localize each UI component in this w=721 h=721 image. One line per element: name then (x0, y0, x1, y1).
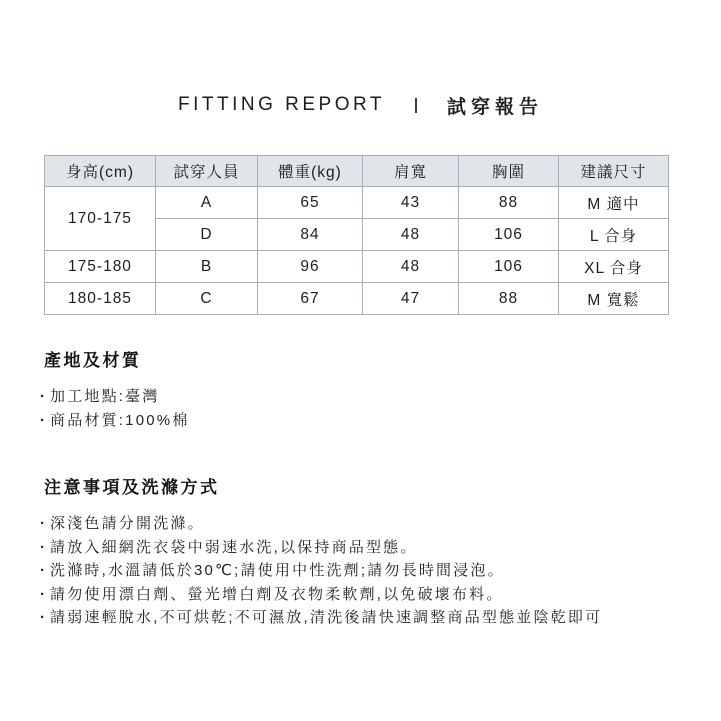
section-heading: 注意事項及洗滌方式 (44, 478, 220, 497)
list-item (40, 540, 602, 556)
cell-weight: 65 (258, 187, 363, 219)
cell-shoulder: 48 (363, 219, 459, 251)
cell-person: A (156, 187, 258, 219)
list-item (40, 389, 190, 405)
cell-size: M 適中 (559, 187, 669, 219)
list-item (40, 413, 190, 429)
cell-chest: 88 (459, 283, 559, 315)
cell-height: 170-175 (45, 187, 156, 251)
list-item-text: 請放入細網洗衣袋中弱速水洗,以保持商品型態。 (50, 538, 418, 556)
cell-weight: 96 (258, 251, 363, 283)
header-shoulder: 肩寬 (363, 156, 459, 187)
list-item-text: 商品材質:100%棉 (50, 411, 190, 429)
header-fitter: 試穿人員 (156, 156, 258, 187)
title-english: FITTING REPORT (178, 94, 385, 115)
cell-chest: 88 (459, 187, 559, 219)
fitting-table (44, 155, 669, 315)
list-item-text: 請弱速輕脫水,不可烘乾;不可濕放,清洗後請快速調整商品型態並陰乾即可 (50, 609, 603, 626)
header-chest: 胸圍 (459, 156, 559, 187)
cell-weight: 84 (258, 219, 363, 251)
cell-size: L 合身 (559, 219, 669, 251)
header-weight: 體重(kg) (258, 156, 363, 187)
cell-size: XL 合身 (559, 251, 669, 283)
cell-shoulder: 48 (363, 251, 459, 283)
page-title (0, 92, 721, 118)
bullet-icon: · (40, 411, 48, 429)
table-row (45, 187, 669, 219)
cell-chest: 106 (459, 251, 559, 283)
cell-height: 180-185 (45, 283, 156, 315)
cell-person: C (156, 283, 258, 315)
section-care-instructions (40, 477, 603, 634)
list-item (40, 563, 602, 579)
bullet-icon: · (40, 609, 48, 626)
header-height: 身高(cm) (45, 156, 156, 187)
header-size: 建議尺寸 (559, 156, 669, 187)
bullet-icon: · (40, 388, 48, 405)
cell-shoulder: 47 (363, 283, 459, 315)
title-separator (415, 98, 417, 113)
title-chinese: 試穿報告 (446, 96, 543, 118)
list-item-text: 深淺色請分開洗滌。 (50, 515, 205, 532)
bullet-icon: · (40, 538, 48, 556)
cell-person: B (156, 251, 258, 283)
list-item (40, 516, 602, 532)
table-header-row (45, 156, 669, 187)
list-item-text: 洗滌時,水溫請低於30℃;請使用中性洗劑;請勿長時間浸泡。 (50, 562, 505, 579)
list-item (40, 587, 602, 603)
list-item (40, 610, 602, 626)
cell-chest: 106 (459, 219, 559, 251)
cell-shoulder: 43 (363, 187, 459, 219)
bullet-icon: · (40, 562, 48, 579)
list-item-text: 請勿使用漂白劑、螢光增白劑及衣物柔軟劑,以免破壞布料。 (50, 585, 504, 603)
bullet-icon: · (40, 585, 48, 603)
section-heading: 產地及材質 (44, 351, 142, 370)
section-origin-material (40, 350, 190, 436)
table-row (45, 251, 669, 283)
cell-height: 175-180 (45, 251, 156, 283)
list-item-text: 加工地點:臺灣 (50, 388, 160, 405)
cell-weight: 67 (258, 283, 363, 315)
bullet-icon: · (40, 515, 48, 532)
cell-size: M 寬鬆 (559, 283, 669, 315)
cell-person: D (156, 219, 258, 251)
table-row (45, 283, 669, 315)
